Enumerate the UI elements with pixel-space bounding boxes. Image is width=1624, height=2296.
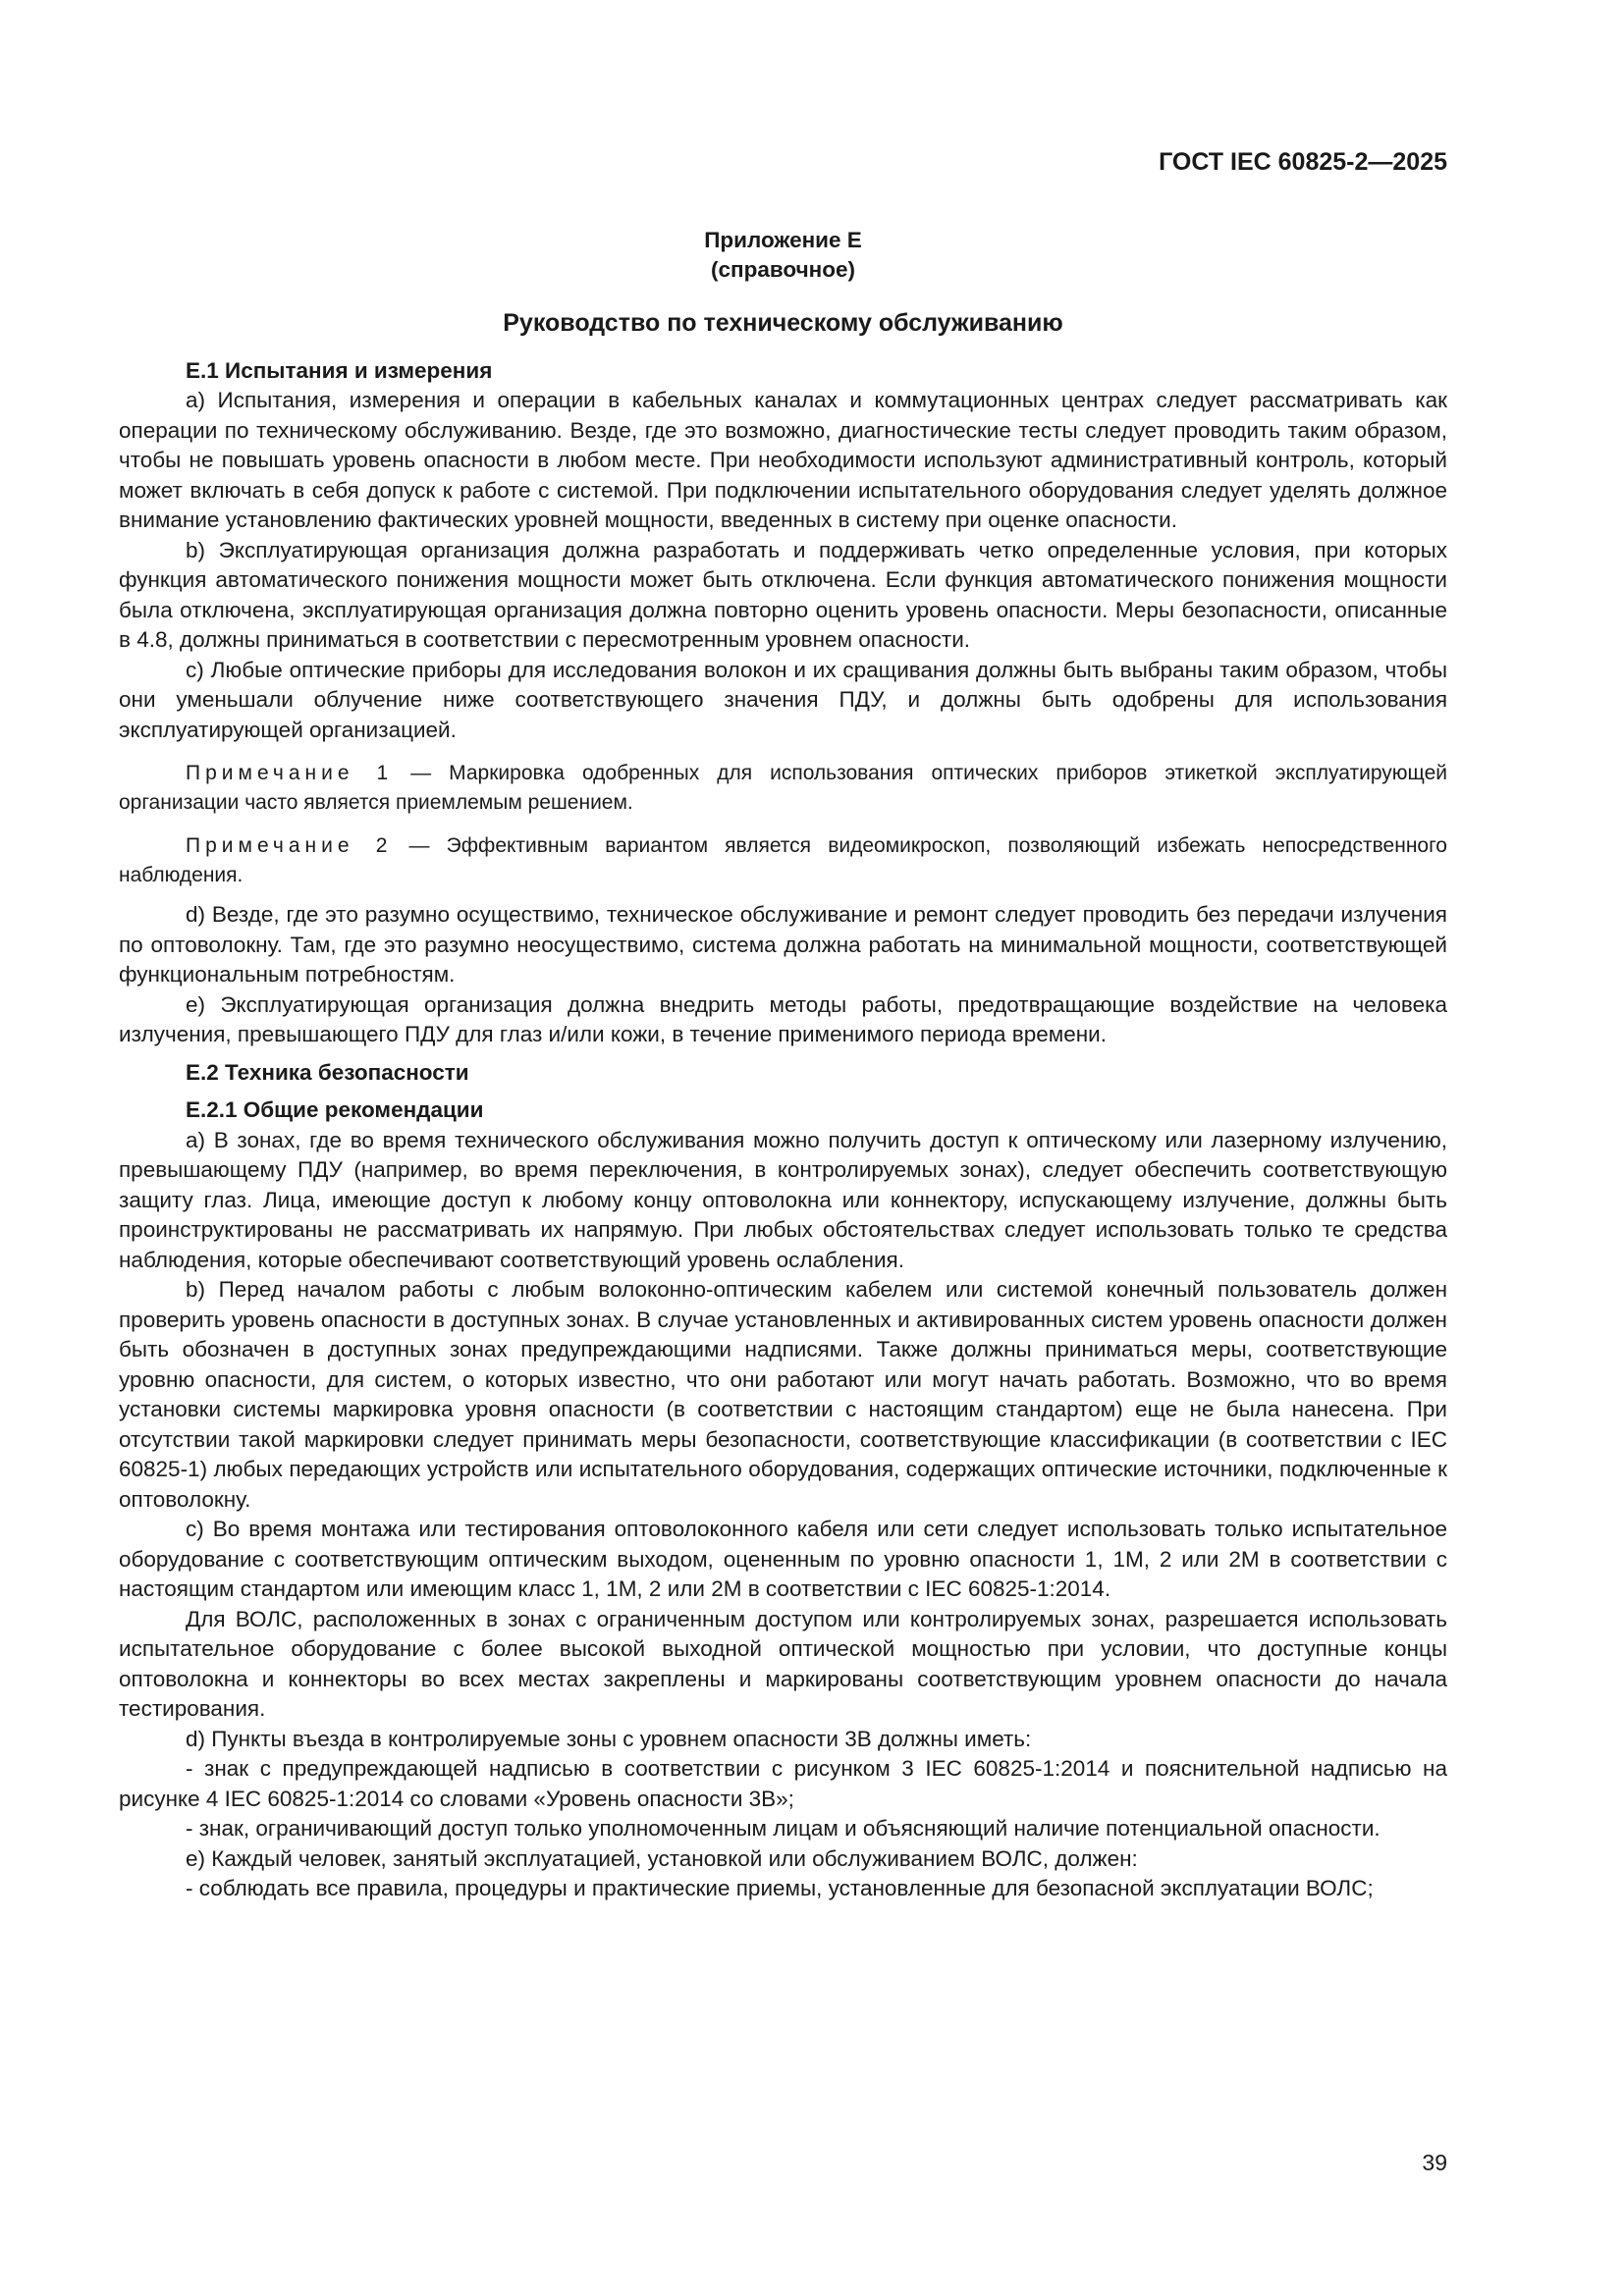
paragraph-e1-c: с) Любые оптические приборы для исследования волокон и их сращивания должны быть выбраны таким образом, чтобы они уменьшали облучение ниже соответствующего значения ПДУ, и должны быть одобрены для использования эксплуатирующей организацией. [119, 657, 1447, 742]
paragraph-e1-a: а) Испытания, измерения и операции в кабельных каналах и коммутационных центрах следует рассматривать как операции по техническому обслуживанию. Везде, где это возможно, диагностические тесты следует проводить таким образом, чтобы не повышать уровень опасности в любом месте. При необходимости используют административный контроль, который может включать в себя допуск к работе с системой. При подключении испытательного оборудования следует уделять должное внимание установлению фактических уровней мощности, введенных в систему при оценке опасности. [119, 388, 1447, 532]
section-e1-heading: Е.1 Испытания и измерения [186, 357, 493, 383]
section-e2-heading: Е.2 Техника безопасности [186, 1059, 469, 1085]
paragraph-e21-c2: Для ВОЛС, расположенных в зонах с ограниченным доступом или контролируемых зонах, разрешается использовать испытательное оборудование с более высокой выходной оптической мощностью при условии, что доступные концы оптоволокна и коннекторы во всех местах закреплены и маркированы соответствующим уровнем опасности до начала тестирования. [119, 1606, 1447, 1721]
document-title: Руководство по техническому обслуживанию [503, 309, 1063, 337]
paragraph-e1-b: b) Эксплуатирующая организация должна разработать и поддерживать четко определенные условия, при которых функция автоматического понижения мощности может быть отключена. Если функция автоматического понижения мощности была отключена, эксплуатирующая организация должна повторно оценить уровень опасности. Меры безопасности, описанные в 4.8, должны приниматься в соответствии с пересмотренным уровнем опасности. [119, 537, 1447, 652]
paragraph-e21-d: d) Пункты въезда в контролируемые зоны с уровнем опасности 3В должны иметь: [186, 1726, 1032, 1751]
note-2-label: Примечание 2 [186, 834, 393, 857]
paragraph-e21-c: с) Во время монтажа или тестирования оптоволоконного кабеля или сети следует использовать только испытательное оборудование с соответствующим оптическим выходом, оцененным по уровню опасности 1, 1М, 2 или 2М в соответствии с настоящим стандартом или имеющим класс 1, 1М, 2 или 2М в соответствии с IEC 60825-1:2014. [119, 1517, 1447, 1601]
standard-code: ГОСТ IEC 60825-2—2025 [1159, 148, 1447, 176]
list-item-e21-d2: - знак, ограничивающий доступ только уполномоченным лицам и объясняющий наличие потенциальной опасности. [186, 1816, 1380, 1841]
paragraph-e21-b: b) Перед началом работы с любым волоконно-оптическим кабелем или системой конечный пользователь должен проверить уровень опасности в доступных зонах. В случае установленных и активированных систем уровень опасности должен быть обозначен в доступных зонах предупреждающими надписями. Также должны приниматься меры, соответствующие уровню опасности, для систем, о которых известно, что они работают или могут начать работать. Возможно, что во время установки системы маркировка уровня опасности (в соответствии с настоящим стандартом) еще не была нанесена. При отсутствии такой маркировки следует принимать меры безопасности, соответствующие классификации (в соответствии с IEC 60825-1) любых передающих устройств или испытательного оборудования, содержащих оптические источники, подключенные к оптоволокну. [119, 1277, 1447, 1512]
list-item-e21-e1: - соблюдать все правила, процедуры и практические приемы, установленные для безопасной эксплуатации ВОЛС; [186, 1876, 1374, 1900]
note-2-text: — Эффективным вариантом является видеомикроскоп, позволяющий избежать непосредственного наблюдения. [119, 834, 1447, 886]
paragraph-e1-e: е) Эксплуатирующая организация должна внедрить методы работы, предотвращающие воздействие на человека излучения, превышающего ПДУ для глаз и/или кожи, в течение применимого периода времени. [119, 991, 1447, 1046]
paragraph-e21-e: е) Каждый человек, занятый эксплуатацией, установкой или обслуживанием ВОЛС, должен: [186, 1845, 1138, 1871]
annex-type: (справочное) [711, 257, 855, 282]
page-number: 39 [1422, 2150, 1447, 2175]
annex-title: Приложение Е [704, 228, 862, 252]
note-1-label: Примечание 1 [186, 762, 394, 784]
page-content [119, 226, 1447, 1904]
note-2 [119, 831, 1447, 890]
list-item-e21-d1: - знак с предупреждающей надписью в соответствии с рисунком 3 IEC 60825-1:2014 и пояснительной надписью на рисунке 4 IEC 60825-1:2014 со словами «Уровень опасности 3В»; [119, 1756, 1447, 1811]
note-1 [119, 759, 1447, 818]
section-e21-heading: Е.2.1 Общие рекомендации [186, 1097, 484, 1122]
paragraph-e21-a: а) В зонах, где во время технического обслуживания можно получить доступ к оптическому или лазерному излучению, превышающему ПДУ (например, во время переключения, в контролируемых зонах), следует обеспечить соответствующую защиту глаз. Лица, имеющие доступ к любому концу оптоволокна или коннектору, испускающему излучение, должны быть проинструктированы не рассматривать их напрямую. При любых обстоятельствах следует использовать только те средства наблюдения, которые обеспечивают соответствующий уровень ослабления. [119, 1127, 1447, 1272]
paragraph-e1-d: d) Везде, где это разумно осуществимо, техническое обслуживание и ремонт следует проводить без передачи излучения по оптоволокну. Там, где это разумно неосуществимо, система должна работать на минимальной мощности, соответствующей функциональным потребностям. [119, 902, 1447, 987]
note-1-text: — Маркировка одобренных для использования оптических приборов этикеткой эксплуатирующей организации часто является приемлемым решением. [119, 762, 1447, 814]
